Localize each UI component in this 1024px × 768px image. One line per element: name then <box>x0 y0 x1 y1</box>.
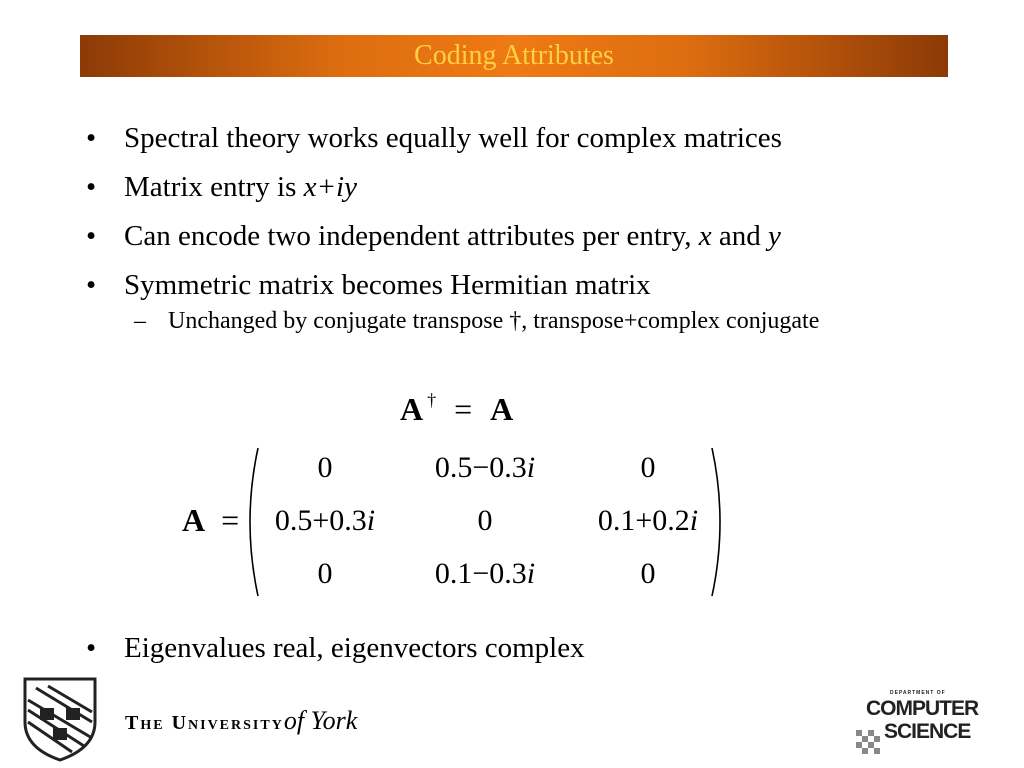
matrix-cell: 0.5+0.3i <box>274 504 376 537</box>
bullet-5-text: Eigenvalues real, eigenvectors complex <box>124 632 585 664</box>
equation-lhs: A <box>400 391 424 427</box>
bullet-symbol: • <box>86 122 97 154</box>
bullet-list <box>86 120 966 337</box>
bullet-3-and: and <box>711 220 768 252</box>
bullet-2-text: Matrix entry is <box>124 171 304 203</box>
university-name: The University <box>125 712 284 734</box>
university-york: of York <box>283 706 358 735</box>
dagger-symbol: † <box>427 390 437 410</box>
matrix-cell: 0 <box>640 557 656 590</box>
matrix-cell: 0 <box>477 504 493 537</box>
dept-label-computer: COMPUTER <box>866 697 979 720</box>
bullet-symbol: • <box>86 220 97 252</box>
equation-rhs: A <box>490 391 514 427</box>
bullet-1 <box>86 120 966 156</box>
matrix-cell: 0.1−0.3i <box>434 557 536 590</box>
bullet-symbol: • <box>86 632 97 664</box>
bullet-4-text: Symmetric matrix becomes Hermitian matrix <box>124 269 651 301</box>
bullet-1-text: Spectral theory works equally well for complex matrices <box>124 122 782 154</box>
matrix-cell: 0 <box>640 451 656 484</box>
bullet-5 <box>86 630 585 666</box>
matrix-name: A <box>182 502 206 538</box>
equation-equals: = <box>454 391 473 427</box>
hermitian-equation <box>400 390 513 428</box>
sub-bullet <box>86 305 848 337</box>
bullet-3-text: Can encode two independent attributes per entry, <box>124 220 699 252</box>
title-bar <box>80 35 948 77</box>
dept-label-science: SCIENCE <box>884 720 971 743</box>
matrix-cell: 0 <box>317 451 333 484</box>
matrix-equals: = <box>221 502 240 538</box>
bullet-2 <box>86 169 966 205</box>
university-shield-icon <box>22 676 98 762</box>
matrix-cell: 0 <box>317 557 333 590</box>
slide-title: Coding Attributes <box>414 40 614 71</box>
sub-bullet-symbol: – <box>134 308 146 334</box>
matrix-cell: 0.1+0.2i <box>597 504 699 537</box>
bullet-2-formula: x+iy <box>303 171 357 203</box>
dept-label-top: DEPARTMENT OF <box>890 690 946 696</box>
matrix-cell: 0.5−0.3i <box>434 451 536 484</box>
sub-bullet-text: Unchanged by conjugate transpose †, transpose+complex conjugate <box>168 308 820 334</box>
bullet-3 <box>86 218 966 254</box>
bullet-4 <box>86 267 966 303</box>
bullet-3-y: y <box>767 220 781 252</box>
bullet-symbol: • <box>86 171 97 203</box>
bullet-3-x: x <box>698 220 712 252</box>
university-wordmark <box>125 706 357 736</box>
bullet-symbol: • <box>86 269 97 301</box>
